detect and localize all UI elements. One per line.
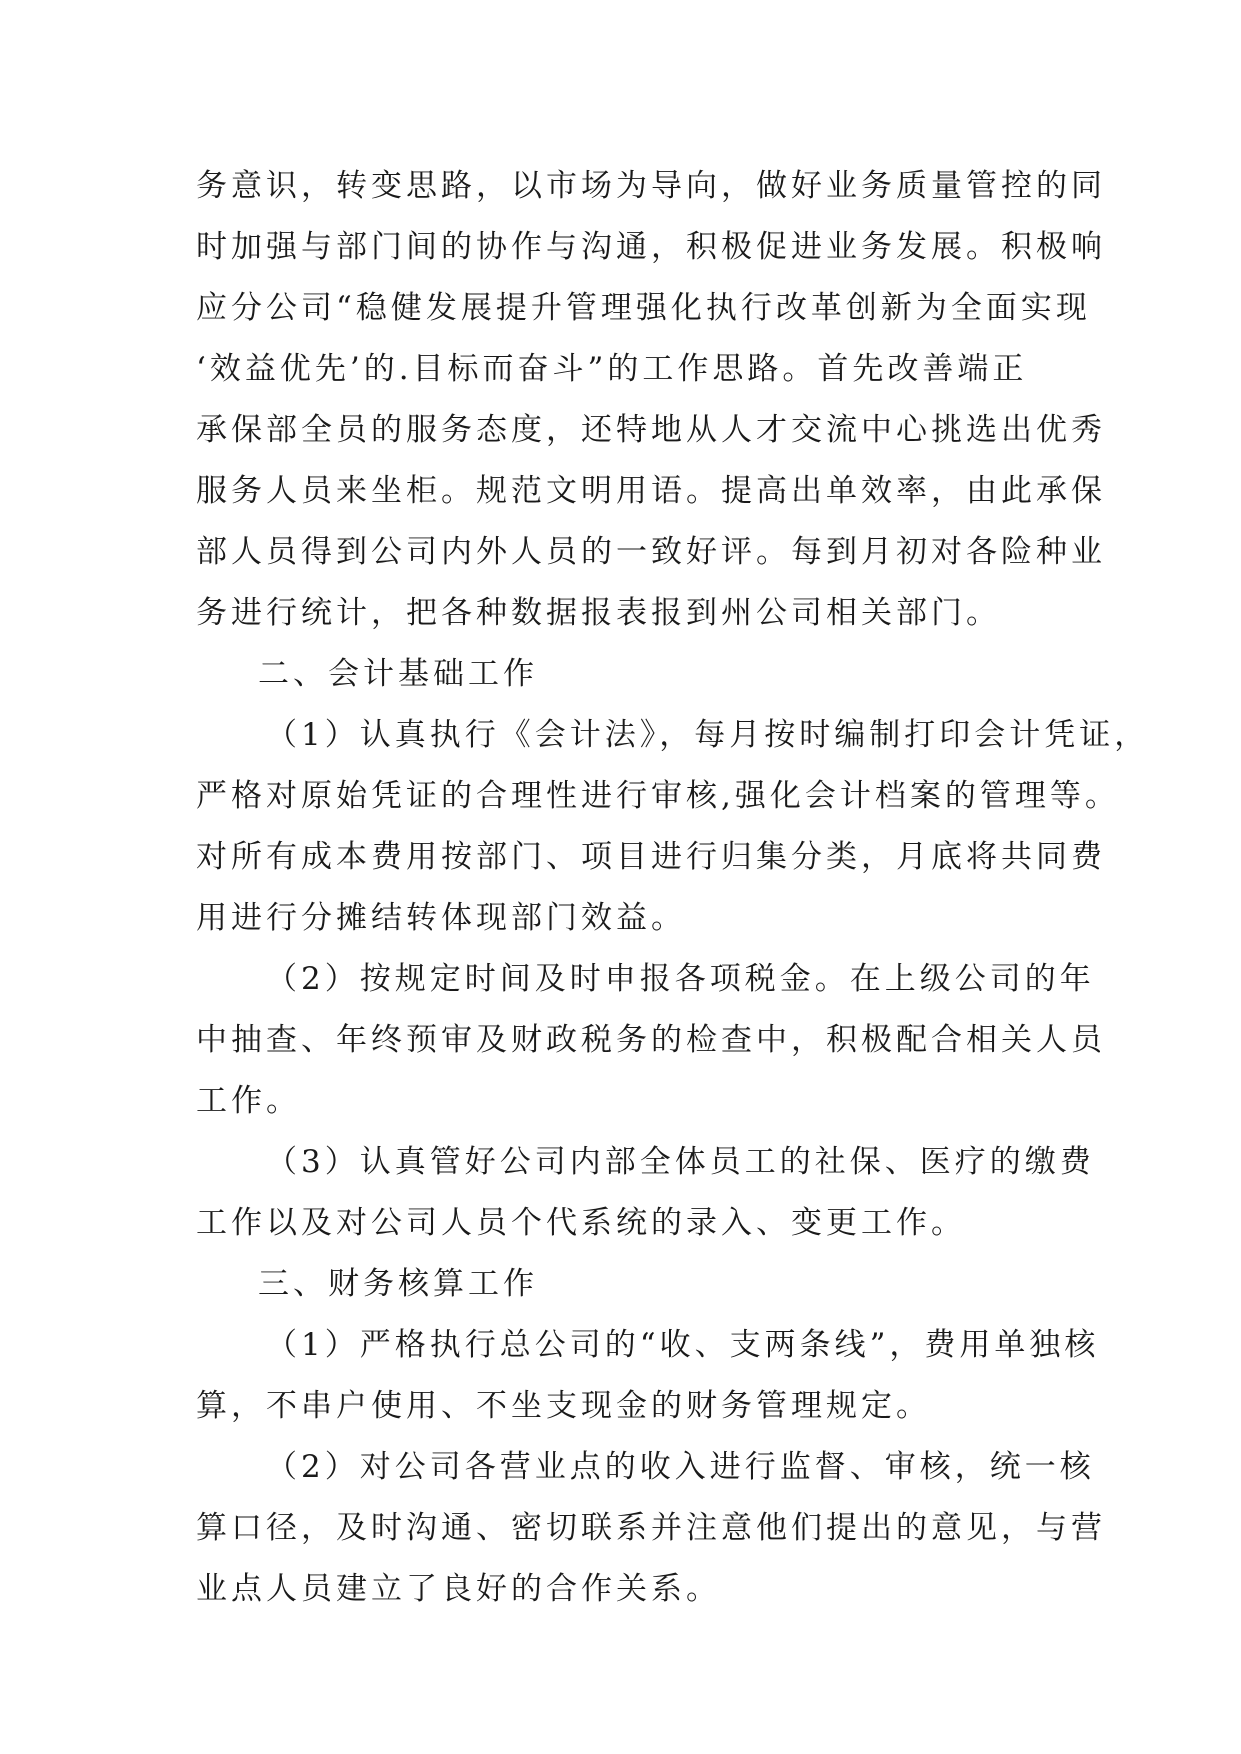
body-line: （1）严格执行总公司的“收、支两条线”，费用单独核: [266, 1327, 1100, 1363]
body-line: （2）对公司各营业点的收入进行监督、审核，统一核: [266, 1449, 1095, 1485]
body-line: 用进行分摊结转体现部门效益。: [196, 900, 686, 936]
section-heading: 三、财务核算工作: [258, 1266, 538, 1302]
body-line: 对所有成本费用按部门、项目进行归集分类，月底将共同费: [196, 839, 1106, 875]
body-line: 务意识，转变思路，以市场为导向，做好业务质量管控的同: [196, 168, 1106, 204]
body-line: 算口径，及时沟通、密切联系并注意他们提出的意见，与营: [196, 1510, 1106, 1546]
body-line: （3）认真管好公司内部全体员工的社保、医疗的缴费: [266, 1144, 1095, 1180]
body-line: 严格对原始凭证的合理性进行审核,强化会计档案的管理等。: [196, 778, 1120, 814]
body-line: 服务人员来坐柜。规范文明用语。提高出单效率，由此承保: [196, 473, 1106, 509]
body-line: 算，不串户使用、不坐支现金的财务管理规定。: [196, 1388, 931, 1424]
body-line: 时加强与部门间的协作与沟通，积极促进业务发展。积极响: [196, 229, 1106, 265]
body-line: （1）认真执行《会计法》，每月按时编制打印会计凭证，: [266, 717, 1150, 753]
body-line: 工作以及对公司人员个代系统的录入、变更工作。: [196, 1205, 966, 1241]
body-line: 业点人员建立了良好的合作关系。: [196, 1571, 721, 1607]
body-line: ‘效益优先’的.目标而奋斗”的工作思路。首先改善端正: [196, 351, 1028, 387]
body-line: （2）按规定时间及时申报各项税金。在上级公司的年: [266, 961, 1095, 997]
body-line: 应分公司“稳健发展提升管理强化执行改革创新为全面实现: [196, 290, 1091, 326]
section-heading: 二、会计基础工作: [258, 656, 538, 692]
body-line: 务进行统计，把各种数据报表报到州公司相关部门。: [196, 595, 1001, 631]
body-line: 承保部全员的服务态度，还特地从人才交流中心挑选出优秀: [196, 412, 1106, 448]
body-line: 中抽查、年终预审及财政税务的检查中，积极配合相关人员: [196, 1022, 1106, 1058]
document-body: [196, 156, 1150, 1620]
body-line: 工作。: [196, 1083, 301, 1119]
body-line: 部人员得到公司内外人员的一致好评。每到月初对各险种业: [196, 534, 1106, 570]
